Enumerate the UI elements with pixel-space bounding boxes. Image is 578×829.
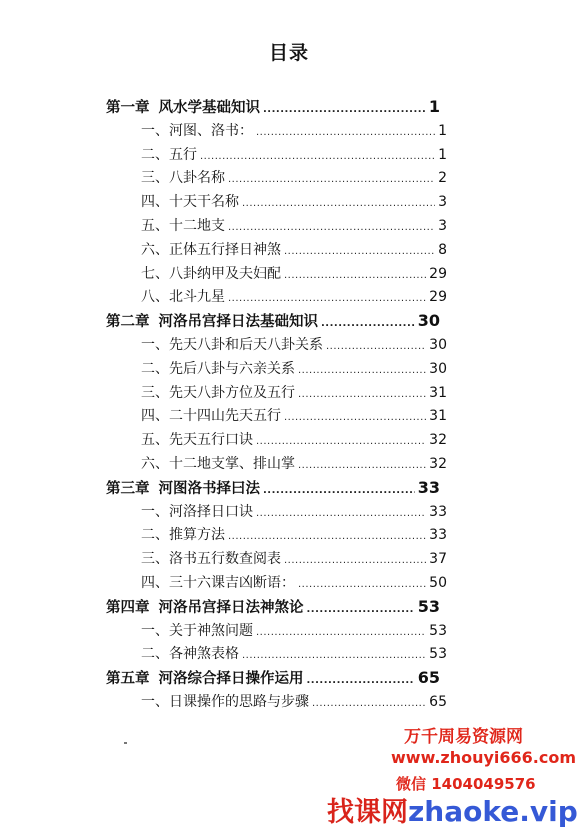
toc-section-row: [141, 453, 447, 475]
toc-entry-label: 四、三十六课吉凶断语：: [141, 575, 295, 591]
watermark-brand-cn: 找课网: [327, 797, 408, 828]
toc-page-number: 30: [429, 337, 447, 353]
toc-page-number: 31: [429, 408, 447, 425]
toc-section-row: [141, 191, 447, 213]
toc-page-number: 1: [438, 146, 447, 163]
dot-leader: [263, 480, 415, 502]
dot-leader: [242, 645, 426, 667]
toc-page-number: 1: [428, 97, 440, 116]
toc-entry-label: [106, 668, 304, 690]
toc-section-row: [141, 239, 447, 261]
chapter-title: 河洛吊宫择日法神煞论: [158, 599, 304, 616]
dot-leader: [284, 265, 426, 287]
toc-chapter-row: [106, 310, 440, 332]
toc-entry-label: 三、洛书五行数查阅表: [141, 551, 281, 568]
toc-entry-label: 三、先天八卦方位及五行: [141, 384, 295, 401]
toc-entry-label: [106, 97, 260, 119]
dot-leader: [284, 241, 435, 263]
toc-page-number: 32: [429, 432, 447, 449]
dot-leader: [298, 574, 426, 596]
toc-entry-label: 二、推算方法: [141, 527, 225, 544]
toc-entry-label: 二、五行: [141, 146, 197, 163]
toc-section-row: [141, 501, 447, 523]
toc-section-row: [141, 382, 447, 404]
dot-leader: [307, 599, 415, 621]
dot-leader: [242, 193, 435, 215]
dot-leader: [228, 526, 426, 548]
dot-leader: [284, 550, 426, 572]
toc-section-row: [141, 120, 447, 142]
toc-entry-label: 四、二十四山先天五行: [141, 408, 281, 425]
toc-entry-label: [106, 311, 318, 333]
toc-section-row: [141, 334, 447, 356]
dot-leader: [321, 313, 415, 335]
toc-entry-label: [106, 597, 304, 619]
dot-leader: [256, 122, 435, 144]
toc-entry-label: 二、各神煞表格: [141, 646, 239, 663]
toc-page-number: 53: [417, 596, 440, 616]
chapter-number: 第四章: [106, 599, 150, 616]
toc-page-number: 3: [438, 194, 447, 211]
toc-section-row: [141, 286, 447, 308]
toc-entry-label: 五、十二地支: [141, 218, 225, 234]
toc-entry-label: 八、北斗九星: [141, 289, 225, 306]
toc-page-number: 8: [438, 241, 447, 258]
page-title: 目录: [268, 42, 309, 64]
dot-leader: [256, 431, 426, 453]
toc-page-number: 33: [417, 477, 440, 497]
chapter-number: 第三章: [106, 480, 150, 497]
toc-entry-label: 一、日课操作的思路与步骤: [141, 694, 309, 710]
toc-section-row: [141, 263, 447, 285]
toc-entry-label: [106, 478, 260, 500]
toc-page-number: 2: [438, 170, 447, 187]
watermark-brand: [327, 790, 578, 829]
toc-page-number: 3: [438, 218, 447, 234]
toc-page-number: 31: [429, 384, 447, 401]
dot-leader: [307, 670, 415, 692]
dot-leader: [200, 146, 435, 168]
toc-entry-label: 六、正体五行择日神煞: [141, 241, 281, 258]
toc-section-row: [141, 405, 447, 427]
dot-leader: [263, 99, 426, 121]
toc-section-row: [141, 620, 447, 642]
stray-mark: [124, 742, 127, 744]
toc-section-row: [141, 691, 447, 713]
toc-page-number: 30: [429, 360, 447, 377]
chapter-title: 河图洛书择曰法: [158, 480, 260, 497]
toc-section-row: [141, 524, 447, 546]
dot-leader: [228, 217, 435, 239]
toc-page-number: 37: [429, 551, 447, 568]
chapter-title: 风水学基础知识: [158, 100, 260, 116]
toc-entry-label: 七、八卦纳甲及夫妇配: [141, 265, 281, 282]
chapter-number: 第二章: [106, 314, 150, 331]
toc-entry-label: 一、河图、洛书：: [141, 122, 253, 139]
toc-section-row: [141, 643, 447, 665]
toc-page-number: 29: [429, 265, 447, 282]
toc-entry-label: 一、关于神煞问题: [141, 622, 253, 639]
toc-chapter-row: [106, 667, 440, 689]
toc-section-row: [141, 572, 447, 594]
toc-section-row: [141, 167, 447, 189]
toc-entry-label: 一、先天八卦和后天八卦关系: [141, 337, 323, 353]
toc-page-number: 33: [429, 503, 447, 520]
chapter-title: 河洛吊宫择日法基础知识: [158, 314, 318, 331]
toc-entry-label: 四、十天干名称: [141, 194, 239, 211]
toc-page-number: 29: [429, 289, 447, 306]
chapter-number: 第五章: [106, 671, 150, 688]
dot-leader: [256, 622, 426, 644]
toc-section-row: [141, 144, 447, 166]
toc-page-number: 30: [417, 311, 440, 331]
toc-chapter-row: [106, 477, 440, 499]
watermark-site-name: 万千周易资源网: [404, 727, 523, 747]
toc-chapter-row: [106, 96, 440, 118]
toc-page-number: 65: [429, 694, 447, 710]
toc-page-number: 53: [429, 646, 447, 663]
toc-section-row: [141, 548, 447, 570]
toc-entry-label: 二、先后八卦与六亲关系: [141, 360, 295, 377]
watermark-brand-site: zhaoke.vip: [408, 795, 578, 828]
dot-leader: [298, 360, 426, 382]
chapter-title: 河洛综合择日操作运用: [158, 671, 304, 688]
dot-leader: [312, 693, 426, 715]
toc-page-number: 1: [438, 122, 447, 139]
toc-entry-label: 六、十二地支掌、排山掌: [141, 456, 295, 472]
dot-leader: [256, 503, 426, 525]
toc-section-row: [141, 358, 447, 380]
dot-leader: [298, 455, 426, 477]
toc-chapter-row: [106, 596, 440, 618]
toc-page-number: 50: [429, 575, 447, 591]
toc-page-number: 32: [429, 456, 447, 472]
chapter-number: 第一章: [106, 100, 150, 116]
toc-page-number: 33: [429, 527, 447, 544]
toc-page-number: 53: [429, 622, 447, 639]
watermark-url: www.zhouyi666.com: [391, 748, 577, 767]
dot-leader: [326, 336, 426, 358]
toc-entry-label: 五、先天五行口诀: [141, 432, 253, 449]
dot-leader: [228, 169, 435, 191]
toc-page-number: 65: [417, 668, 440, 688]
toc-section-row: [141, 215, 447, 237]
watermark-wechat: 微信 1404049576: [396, 775, 536, 793]
dot-leader: [228, 288, 426, 310]
dot-leader: [284, 407, 426, 429]
toc-section-row: [141, 429, 447, 451]
toc-entry-label: 三、八卦名称: [141, 170, 225, 187]
toc-entry-label: 一、河洛择日口诀: [141, 503, 253, 520]
dot-leader: [298, 384, 426, 406]
